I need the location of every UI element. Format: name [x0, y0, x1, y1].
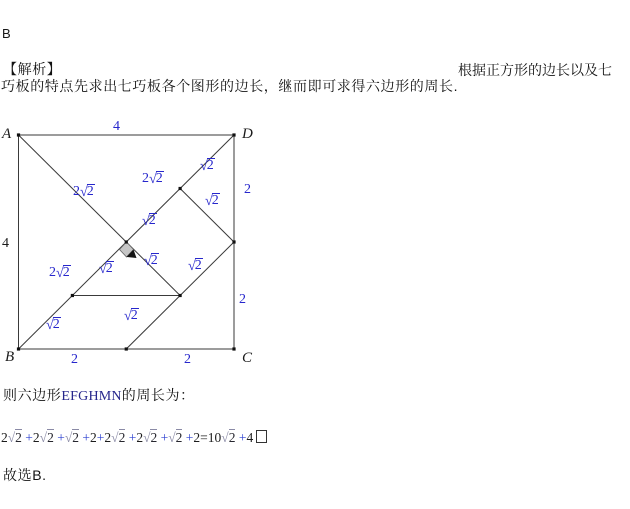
- point-A: [17, 133, 20, 136]
- formula-token: √2: [39, 430, 54, 445]
- side-label-top: 4: [113, 119, 120, 134]
- edge-label-QO: √2: [99, 261, 113, 277]
- formula-token: =: [200, 430, 208, 445]
- perimeter-intro-pre: 则六边形: [3, 387, 62, 403]
- point-MDC: [232, 240, 235, 243]
- hexagon-name: EFGHMN: [61, 389, 122, 404]
- vertex-label-A: A: [2, 126, 12, 142]
- point-MBC: [125, 347, 128, 350]
- perimeter-formula: [1, 430, 267, 446]
- formula-token: 2: [136, 430, 144, 445]
- point-M: [179, 294, 182, 297]
- point-C: [232, 347, 235, 350]
- vertex-label-B: B: [5, 349, 15, 365]
- point-D: [232, 133, 235, 136]
- perimeter-intro-post: 的周长为：: [121, 387, 195, 403]
- formula-token: +: [21, 430, 33, 445]
- formula-token: +: [125, 430, 137, 445]
- formula-token: 2: [32, 430, 40, 445]
- side-label-bottom-left: 2: [71, 352, 78, 367]
- point-B: [17, 347, 20, 350]
- answer-letter: B: [2, 26, 11, 41]
- edge-label-BQ: √2: [46, 317, 60, 333]
- formula-token: 4: [246, 430, 254, 445]
- edge-label-OP: √2: [142, 213, 156, 229]
- conclusion-text: 故选B.: [3, 467, 47, 483]
- edge-label-OD: 2√2: [142, 171, 163, 187]
- formula-token: √2: [143, 430, 158, 445]
- formula-token: 2: [90, 430, 97, 445]
- vertex-label-C: C: [242, 350, 253, 366]
- formula-token: 2: [193, 430, 201, 445]
- vertex-label-D: D: [242, 126, 253, 142]
- point-Q: [71, 294, 74, 297]
- edge-label-BO: 2√2: [49, 265, 70, 281]
- point-O: [125, 240, 128, 243]
- formula-token: +: [182, 430, 194, 445]
- edge-label-M-MBC: √2: [124, 308, 138, 324]
- formula-token: √2: [111, 430, 126, 445]
- formula-token: 2: [104, 430, 112, 445]
- analysis-line1: 根据正方形的边长以及七: [458, 62, 612, 78]
- edge-label-P-MDC: √2: [205, 193, 219, 209]
- tangram-diagram: [0, 0, 270, 380]
- formula-token: +: [96, 430, 105, 445]
- edge-label-DP: √2: [200, 158, 214, 174]
- formula-token: +: [53, 430, 65, 445]
- point-P: [179, 187, 182, 190]
- perimeter-intro: [3, 387, 195, 405]
- formula-token: [256, 430, 267, 443]
- side-label-right-lower: 2: [239, 292, 246, 307]
- formula-token: +: [79, 430, 91, 445]
- edge-label-OM: √2: [144, 253, 158, 269]
- formula-token: +: [235, 430, 247, 445]
- edge-label-AO: 2√2: [73, 184, 94, 200]
- formula-token: 2: [1, 430, 8, 445]
- edge-label-MDC-M: √2: [188, 258, 202, 274]
- analysis-line2: 巧板的特点先求出七巧板各个图形的边长，继而即可求得六边形的周长.: [1, 78, 459, 94]
- side-label-right-upper: 2: [244, 182, 251, 197]
- side-label-bottom-right: 2: [184, 352, 191, 367]
- formula-token: √2: [168, 430, 183, 445]
- analysis-tag: 【解析】: [3, 61, 62, 77]
- formula-token: +: [157, 430, 169, 445]
- formula-token: 10: [207, 430, 222, 445]
- formula-token: √2: [64, 430, 80, 445]
- formula-token: √2: [7, 430, 22, 445]
- formula-token: √2: [221, 430, 236, 445]
- side-label-left: 4: [2, 236, 9, 251]
